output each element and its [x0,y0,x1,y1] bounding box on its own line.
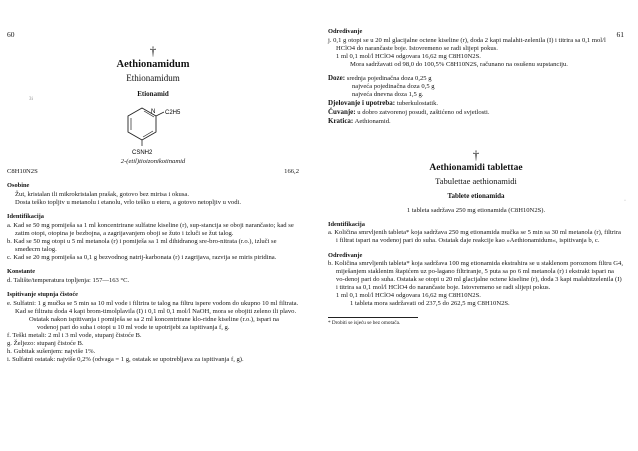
section-heading-identification: Identifikacija [7,213,44,221]
section-heading-tablet-assay: Određivanje [328,251,363,259]
section-heading-constants: Konstante [7,268,36,276]
purity-item: g. Željezo: stupanj čistoće B. [7,340,84,348]
identification-item: c. Kad se 20 mg pomiješa sa 0,1 g bezvodnog natrij-karbonata (r) i zagrijava, razvija se miris piridina. [7,254,277,262]
cross-glyph-right: † [472,147,480,163]
assay-equivalence: 1 ml 0,1 mol/l HClO4 odgovara 16,62 mg C8H10N2S. [336,52,481,60]
left-page [0,0,318,451]
abbreviation-label: Kratica: [328,117,354,126]
constants-item: d. Talište/temperatura topljenja: 157—163 °C. [7,277,130,285]
page-number-left: 60 [7,30,15,39]
chemical-name: 2-(etil)tioizonikotinamid [120,158,186,166]
left-column [7,44,299,364]
action-label: Djelovanje i upotreba: [328,99,396,108]
purity-item: Ostatak nakon ispitivanja i pomiješa se sa 2 ml koncentrirane klo-ridne kiseline (r.o.), ispari na vodenoj pari do suha i otopi u 10 ml vode te upotrijebi za ispitivanja f, g. [29,315,279,331]
tablet-assay-requirement: 1 tableta mora sadržavati od 237,5 do 262,5 mg C8H10N2S. [350,300,510,308]
section-heading-tablet-identification: Identifikacija [328,220,365,228]
dose-line: najveća pojedinačna doza 0,5 g [352,82,435,90]
doses-block [328,74,624,99]
purity-item: h. Gubitak sušenjem: najviše 1%. [7,348,96,356]
storage-row [328,108,624,117]
monograph-subtitle: Ethionamidum [126,72,180,83]
doses-label: Doze: [328,73,346,82]
assay-requirement: Mora sadržavati od 98,0 do 100,5% C8H10N2S, računano na osušenu supstanciju. [350,60,568,68]
properties-line: Dosta teško topljiv u metanolu i etanolu, vrlo teško u eteru, a gotovo netopljiv u vodi. [15,199,241,207]
right-page [318,0,638,451]
molar-mass: 166,2 [284,168,299,176]
right-column [328,28,624,326]
storage-label: Čuvanje: [328,108,356,117]
properties-line: Žut, kristalan ili mikrokristalan prašak, gotovo bez mirisa i okusa. [15,191,189,199]
footnote: * Drobiti se isjeću se bez omotača. [328,319,401,326]
purity-item: i. Sulfatni ostatak: najviše 0,2% (odvaga = 1 g, ostatak se upotrebljava za ispitivanja f, g). [7,356,244,364]
abbreviation-value: Aethionamid. [354,118,391,126]
page-number-right: 61 [616,30,624,39]
tablet-short-name: Tablete etionamida [447,192,505,201]
thioamide-label: CSNH2 [132,150,153,157]
margin-dot: · [624,198,626,204]
identification-item: b. Kad se 50 mg otopi u 5 ml metanola (r) i pomiješa sa 1 ml dihidranog sre-bro-nitrata (r.o.), izluči se smeđecrn talog. [7,238,277,254]
ethyl-label: C2H5 [165,110,181,117]
monograph-title: Aethionamidum [116,59,190,70]
purity-item: f. Teški metali: 2 ml i 3 ml vode, stupanj čistoće B. [7,331,142,339]
tablet-assay-item: b. Količina smrvljenih tableta* koja sadržava 100 mg etionamida ekstrahira se u staklenom poroznom filtru G4, miješanjem staklenim štapićem uz po-lagano filtriranje, 5 puta sa po 6 ml metanola (r) i ekstrakt ispari na vo-denoj pari do suha. Ostatak se otopi u 20 ml glacijalne octene kiseline (r), doda 3 kapi malahitzelenila (I) i titrira sa 0,1 mol/l HClO4 do narančaste boje. Istovremeno se radi slijepi pokus. [328,260,623,292]
assay-item: j. 0,1 g otopi se u 20 ml glacijalne octene kiseline (r), doda 2 kapi malahit-zelenila (I) i titrira sa 0,1 mol/l HClO4 do narančaste boje. Istovremeno se radi slijepi pokus. [328,36,606,52]
tablet-title: Aethionamidi tablettae [429,163,523,174]
side-mark: 3i [29,97,33,102]
footnote-rule [328,317,418,318]
ring-nitrogen-label: N [151,109,156,116]
action-row [328,99,624,108]
section-heading-assay: Određivanje [328,28,363,35]
section-heading-purity: Ispitivanje stupnja čistoće [7,291,79,299]
monograph-short-name: Etionamid [137,89,169,98]
ethyl-bond [156,112,164,116]
cross-glyph-left: † [149,43,157,58]
action-value: tuberkulostatik. [396,100,439,108]
section-heading-properties: Osobine [7,182,30,190]
formula-row [7,168,299,176]
tablet-content: 1 tableta sadržava 250 mg etionamida (C8H10N2S). [406,206,546,214]
chemical-structure [108,98,198,158]
dose-line: srednja pojedinačna doza 0,25 g [346,74,432,82]
molecular-formula: C8H10N2S [7,168,38,176]
identification-item: a. Kad se 50 mg pomiješa sa 1 ml koncentrirane sulfatne kiseline (r), sup-stancija se oboji narančasto; kad se zatim otopi, otopina je bezbojna, a zagrijavanjem oboji se žuto i izluči se žut talog. [7,222,294,238]
abbreviation-row [328,117,624,126]
tablet-assay-equivalence: 1 ml 0,1 mol/l HClO4 odgovara 16,62 mg C8H10N2S. [336,292,481,300]
tablet-identification-item: a. Količina smrvljenih tableta* koja sadržava 250 mg etionamida mučka se 5 min sa 30 ml metanola (r), filtrira i filtrat ispari na vodenoj pari do suha. Ostatak daje reakcije kao »Aethionamidum«, ispitivanja b, c. [328,229,621,245]
storage-value: u dobro zatvorenoj posudi, zaštićeno od svjetlosti. [357,109,490,117]
purity-item: e. Sulfatni: 1 g mučka se 5 min sa 10 ml vode i filtrira te talog na filtru ispere vodom do ukupno 10 ml filtrata. Kad se filtratu doda 4 kapi brom-timolplavila (I) i 0,1 ml 0,1 mol/l NaOH, mora se obojiti zeleno ili plavo. [7,299,299,315]
dose-line: najveća dnevna doza 1,5 g. [352,91,424,98]
tablet-subtitle: Tabulettae aethionamidi [435,175,517,186]
